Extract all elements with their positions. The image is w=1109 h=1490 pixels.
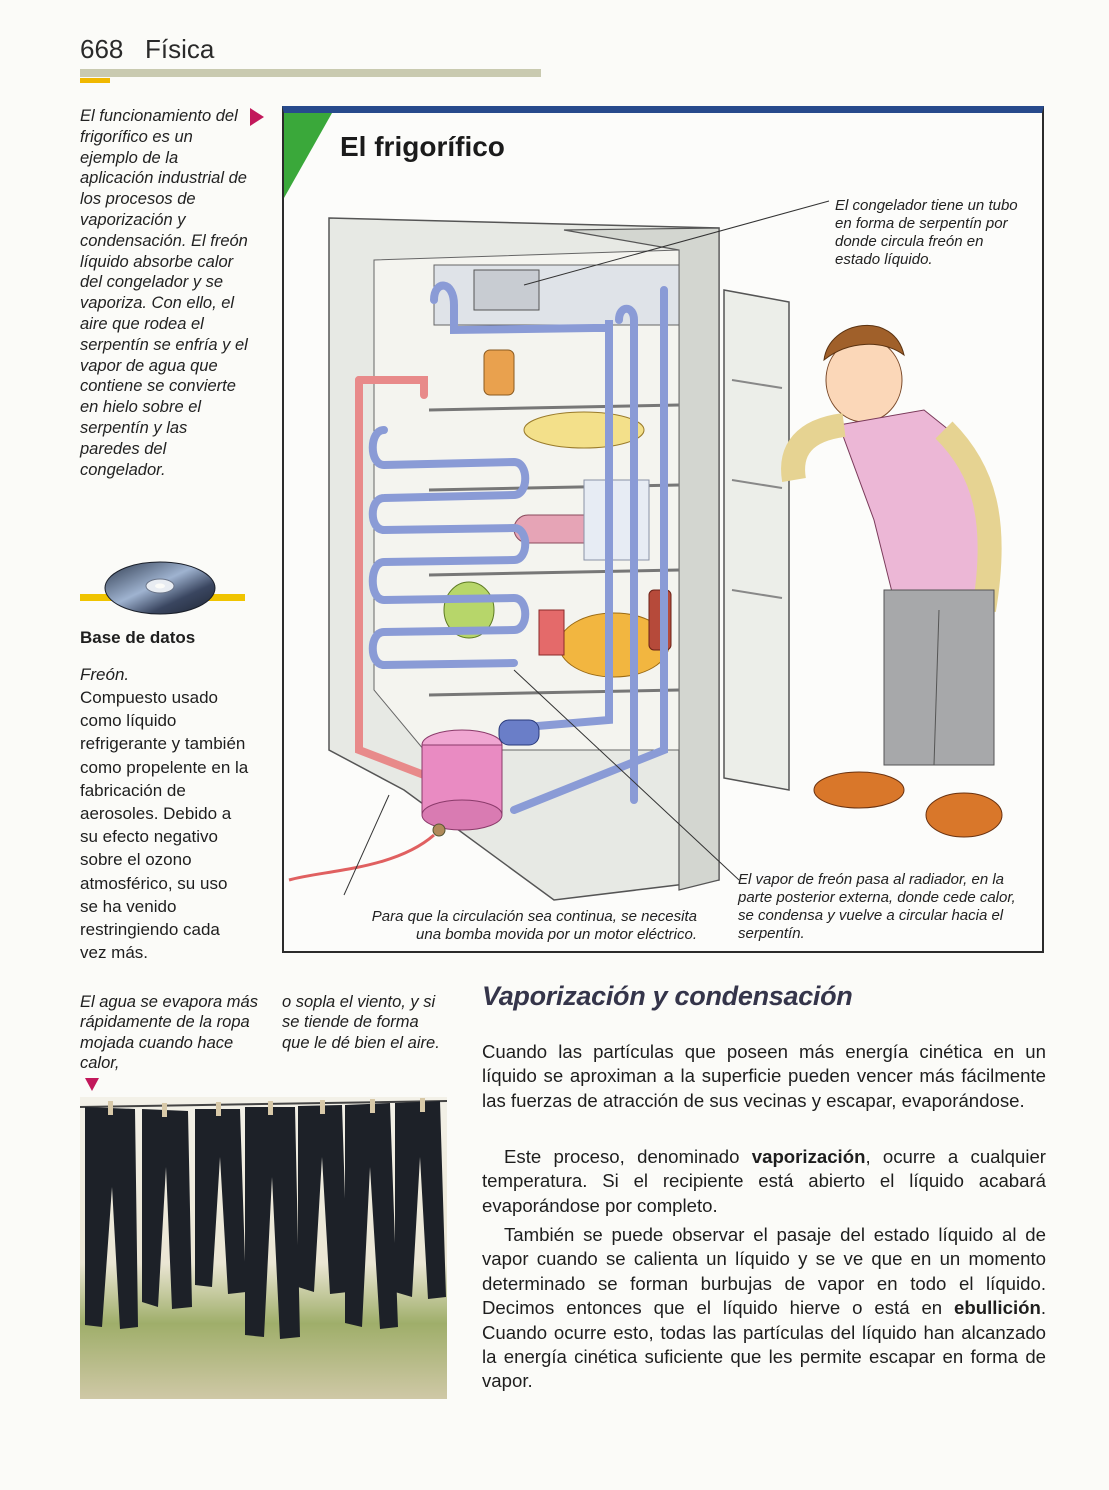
paragraph-text: También se puede observar el pasaje del estado líquido al de vapor cuando se calienta un líquido y se ve que en un momento determinado se forman burbujas de vapor en todo el líquido. Decimos entonces que el líquido hierve o está en — [482, 1224, 1046, 1319]
laundry-photo — [80, 1097, 447, 1399]
figure-corner-accent — [284, 113, 332, 198]
figure-title: El frigorífico — [340, 131, 505, 162]
database-title: Base de datos — [80, 628, 196, 647]
callout-pump: Para que la circulación sea continua, se necesita una bomba movida por un motor eléctrico. — [371, 908, 697, 943]
term-vaporizacion: vaporización — [751, 1146, 866, 1167]
article-paragraph-2 — [482, 1145, 1046, 1218]
pointer-arrow-icon — [250, 108, 264, 126]
term-ebullicion: ebullición — [954, 1297, 1041, 1319]
header-accent — [80, 78, 110, 83]
section-title: Física — [145, 34, 215, 64]
paragraph-text: . Cuando ocurre esto, todas las partículas del líquido han alcanzado la energía cinética suficiente que les permite escapar en forma de vapor. — [482, 1297, 1046, 1392]
article-paragraph-1: Cuando las partículas que poseen más energía cinética en un líquido se aproximan a la superficie pueden vencer más fácilmente las fuerzas de atracción de sus vecinas y escapar, evaporándose. — [482, 1041, 1046, 1111]
paragraph-text: , ocurre a cualquier temperatura. Si el recipiente está abierto el líquido acabará evaporándose por completo. — [482, 1146, 1046, 1216]
laundry-caption-2: o sopla el viento, y si se tiende de forma que le dé bien el aire. — [282, 993, 440, 1052]
callout-radiator: El vapor de freón pasa al radiador, en la parte posterior externa, donde cede calor, se condensa y vuelve a circular hacia el serpentín. — [738, 871, 1016, 942]
cd-disc-icon — [103, 560, 218, 616]
database-text: Compuesto usado como líquido refrigerante y también como propelente en la fabricación de aerosoles. Debido a su efecto negativo sobre el ozono atmosférico, su uso se ha venido restringiendo cada vez más. — [80, 688, 249, 963]
boy-figure — [793, 325, 1002, 837]
fridge-caption: El funcionamiento del frigorífico es un ejemplo de la aplicación industrial de los procesos de vaporización y condensación. El freón líquido absorbe calor del congelador y se vaporiza. Con ello, el aire que rodea el serpentín se enfría y el vapor de agua que contiene se convierte en hielo sobre el serpentín y las paredes del congelador. — [80, 107, 248, 479]
pointer-down-arrow-icon — [85, 1078, 99, 1091]
fridge-illustration — [284, 190, 1042, 910]
article-paragraph-3 — [482, 1223, 1046, 1394]
article-heading: Vaporización y condensación — [482, 981, 853, 1011]
database-term: Freón. — [80, 665, 130, 684]
page-number: 668 — [80, 34, 124, 64]
header-rule — [80, 69, 541, 77]
laundry-caption-1: El agua se evapora más rápidamente de la ropa mojada cuando hace calor, — [80, 993, 258, 1072]
paragraph-text: Este proceso, denominado — [504, 1146, 752, 1167]
callout-freezer: El congelador tiene un tubo en forma de serpentín por donde circula freón en estado líquido. — [835, 197, 1018, 268]
